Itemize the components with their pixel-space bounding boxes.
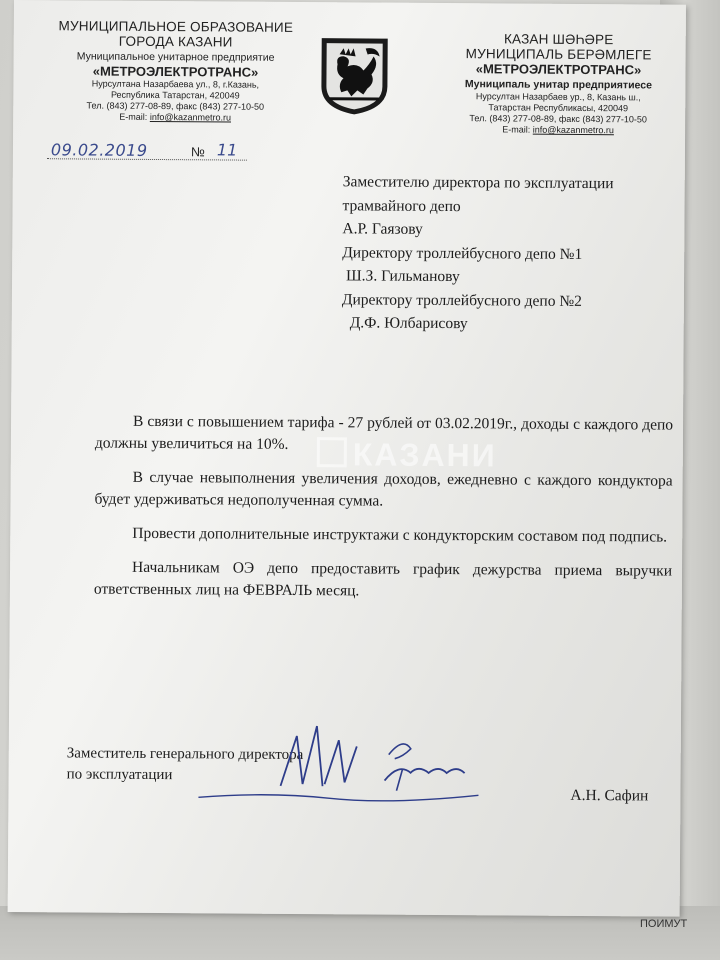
handwritten-date: 09.02.2019 <box>50 140 148 160</box>
addressee-line: Заместителю директора по эксплуатации <box>342 173 614 193</box>
body-paragraph-schedule: Начальникам ОЭ депо предоставить график дежурства приема выручки ответственных лиц на ФЕВРАЛЬ месяц. <box>93 558 673 600</box>
underlying-paper-text: ПОИМУТ <box>640 918 688 930</box>
email-tatar-label: E-mail: <box>502 124 531 135</box>
enterprise-name: «МЕТРОЭЛЕКТРОТРАНС» <box>92 63 259 80</box>
address-tatar-line1: Нурсултан Назарбаев ур., 8, Казань ш., <box>475 91 641 103</box>
addressee-line: Директору троллейбусного депо №2 <box>341 290 582 310</box>
address-tatar-line2: Татарстан Республикасы, 420049 <box>488 102 629 114</box>
email-link[interactable]: info@kazanmetro.ru <box>149 111 232 123</box>
email-tatar-line <box>433 124 683 137</box>
addressee-line: Директору троллейбусного депо №1 <box>342 243 583 263</box>
addressee-block <box>342 170 673 337</box>
letter-sheet <box>8 0 686 917</box>
enterprise-type-tatar: Муниципаль унитар предприятиесе <box>464 78 652 92</box>
email-line <box>57 111 293 124</box>
registration-line <box>47 140 247 165</box>
email-label: E-mail: <box>119 111 148 122</box>
municipality-line1: МУНИЦИПАЛЬНОЕ ОБРАЗОВАНИЕ <box>58 18 294 35</box>
body-paragraph-briefing: Провести дополнительные инструктажи с кондукторским составом под подпись. <box>132 524 668 546</box>
body-paragraph-deduction: В случае невыполнения увеличения доходов, ежедневно с каждого кондуктора будет удерживаться недополученная сумма. <box>94 468 673 510</box>
body-paragraph-tariff: В связи с повышением тарифа - 27 рублей от 03.02.2019г., доходы с каждого депо должны увеличиться на 10%. <box>94 412 674 453</box>
address-line1: Нурсултана Назарбаева ул., 8, г.Казань, <box>91 78 260 90</box>
watermark-text: КАЗАНИ <box>352 436 497 474</box>
letter-body <box>94 411 673 617</box>
addressee-line: А.Р. Гаязову <box>342 220 423 238</box>
municipality-tatar-line1: КАЗАН ШӘҺӘРЕ <box>503 31 614 48</box>
kazan-emblem-icon <box>317 34 392 117</box>
handwritten-signature <box>188 705 489 817</box>
municipality-line2: ГОРОДА КАЗАНИ <box>118 33 233 50</box>
addressee-line: трамвайного депо <box>342 196 461 215</box>
enterprise-type: Муниципальное унитарное предприятие <box>76 50 275 64</box>
phone-tatar-line: Тел. (843) 277-08-89, факс (843) 277-10-50 <box>469 113 647 125</box>
letterhead-right <box>433 31 684 137</box>
addressee-line: Д.Ф. Юлбарисову <box>349 314 468 333</box>
email-tatar-link[interactable]: info@kazanmetro.ru <box>532 124 614 136</box>
municipality-tatar-line2: МУНИЦИПАЛЬ БЕРӘМЛЕГЕ <box>465 46 652 63</box>
registration-dotted-line <box>47 158 247 160</box>
signatory-name: А.Н. Сафин <box>570 786 649 805</box>
address-line2: Республика Татарстан, 420049 <box>110 89 240 101</box>
enterprise-name-tatar: «МЕТРОЭЛЕКТРОТРАНС» <box>475 61 642 78</box>
handwritten-number: 11 <box>216 140 238 160</box>
addressee-line: Ш.З. Гильманову <box>346 267 460 286</box>
letterhead-left <box>57 18 294 124</box>
phone-line: Тел. (843) 277-08-89, факс (843) 277-10-50 <box>86 100 265 112</box>
number-label: № <box>190 144 205 160</box>
signatory-position-line2: по эксплуатации <box>66 766 173 784</box>
signatory-position-line1: Заместитель генерального директора <box>66 745 304 764</box>
